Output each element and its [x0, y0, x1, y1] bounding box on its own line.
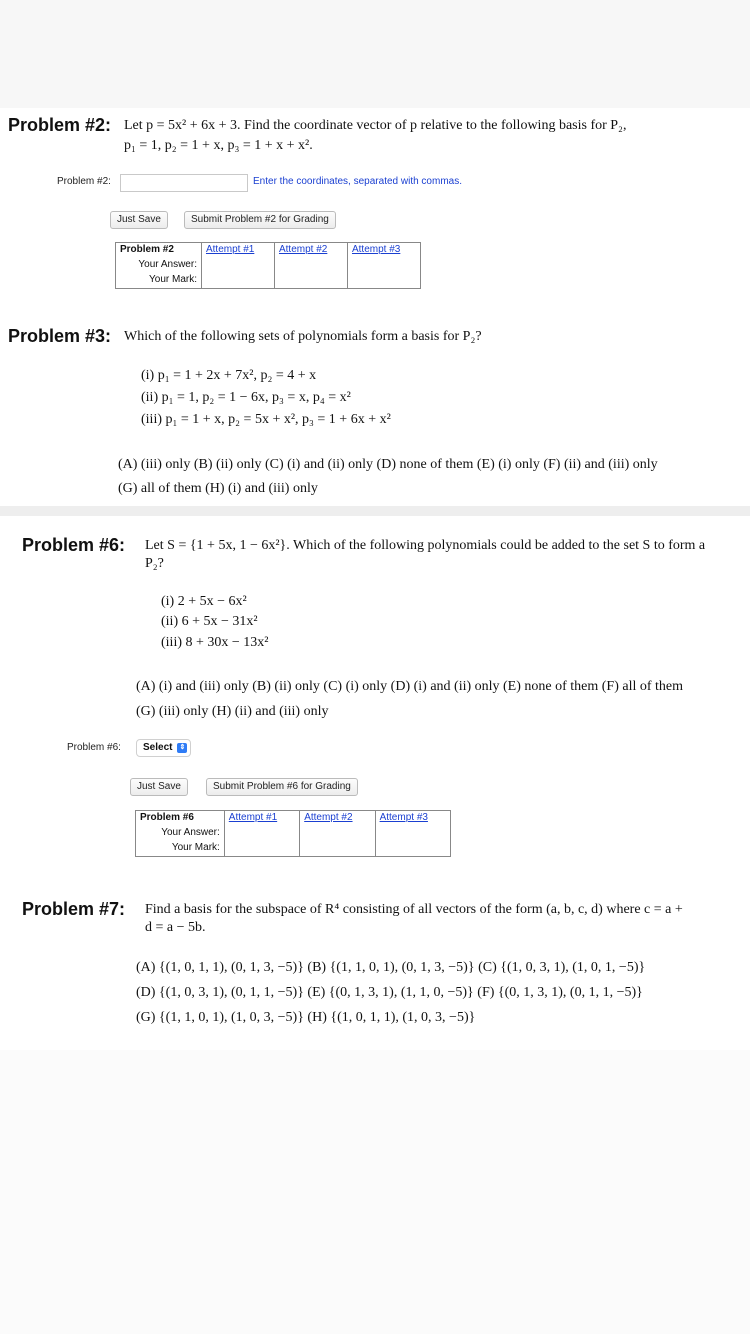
- problem-2-basis: p₁ = 1, p₂ = 1 + x, p₃ = 1 + x + x².: [124, 138, 313, 153]
- problem-6-submit-button[interactable]: Submit Problem #6 for Grading: [206, 778, 358, 796]
- problem-3-choices-line-1: (A) (iii) only (B) (ii) only (C) (i) and (ii) only (D) none of them (E) (i) only (F) (ii) and (iii) only: [118, 457, 658, 472]
- problem-6-just-save-button[interactable]: Just Save: [130, 778, 188, 796]
- problem-3-item-i: (i) p₁ = 1 + 2x + 7x², p₂ = 4 + x: [141, 368, 317, 383]
- problem-2-attempt-3-link[interactable]: Attempt #3: [351, 244, 401, 255]
- problem-3-item-ii: (ii) p₁ = 1, p₂ = 1 − 6x, p₃ = x, p₄ = x²: [141, 390, 351, 405]
- problem-3-statement: Which of the following sets of polynomials form a basis for P₂?: [124, 329, 482, 344]
- problem-7-choices-line-3: (G) {(1, 1, 0, 1), (1, 0, 3, −5)} (H) {(1, 0, 1, 1), (1, 0, 3, −5)}: [136, 1010, 476, 1025]
- problem-6-select-value: Select: [143, 742, 173, 753]
- problem-7-choices-line-2: (D) {(1, 0, 3, 1), (0, 1, 1, −5)} (E) {(0, 1, 3, 1), (1, 1, 0, −5)} (F) {(0, 1, 3, 1), (0, 1, 1, −5)}: [136, 985, 643, 1000]
- problem-2-table-header: Problem #2: [116, 243, 202, 259]
- problem-6-table-header: Problem #6: [136, 811, 225, 827]
- problem-6-attempts-table: [135, 810, 451, 857]
- problem-2-hint: Enter the coordinates, separated with commas.: [253, 176, 462, 187]
- problem-6-answer-label: Problem #6:: [67, 742, 121, 753]
- problem-2-attempts-table: [115, 242, 421, 289]
- problem-7-statement-cont: d = a − 5b.: [145, 920, 206, 935]
- problem-2-attempt-2-link[interactable]: Attempt #2: [278, 244, 328, 255]
- problem-6-section: [0, 516, 750, 1050]
- section-divider: [0, 506, 750, 516]
- problem-2-attempt-1-link[interactable]: Attempt #1: [205, 244, 255, 255]
- bottom-blank-area: [0, 1050, 750, 1334]
- problem-6-attempt-2-link[interactable]: Attempt #2: [304, 812, 353, 823]
- problem-2-title: Problem #2:: [8, 115, 112, 135]
- top-blank-area: [0, 0, 750, 108]
- problem-3-choices-line-2: (G) all of them (H) (i) and (iii) only: [118, 481, 318, 496]
- problem-6-your-answer-label: Your Answer:: [136, 826, 225, 841]
- problem-6-item-ii: (ii) 6 + 5x − 31x²: [161, 614, 258, 629]
- problem-7-title: Problem #7:: [22, 899, 126, 919]
- problem-7-choices-line-1: (A) {(1, 0, 1, 1), (0, 1, 3, −5)} (B) {(1, 1, 0, 1), (0, 1, 3, −5)} (C) {(1, 0, 3, 1), (1, 0, 1, −5)}: [136, 960, 646, 975]
- problem-6-your-mark-label: Your Mark:: [136, 841, 225, 857]
- problem-2-answer-label: Problem #2:: [57, 176, 111, 187]
- problem-6-item-i: (i) 2 + 5x − 6x²: [161, 594, 247, 609]
- problem-7-statement: Find a basis for the subspace of R⁴ consisting of all vectors of the form (a, b, c, d) where c = a +: [145, 902, 683, 917]
- problem-6-attempt-3-link[interactable]: Attempt #3: [379, 812, 428, 823]
- problem-6-title: Problem #6:: [22, 535, 126, 555]
- problem-2-your-answer-label: Your Answer:: [116, 258, 202, 273]
- problem-2-answer-input[interactable]: [120, 174, 248, 192]
- problem-6-choices-line-1: (A) (i) and (iii) only (B) (ii) only (C) (i) only (D) (i) and (ii) only (E) none of them (F) all of them: [136, 679, 684, 694]
- problem-2-just-save-button[interactable]: Just Save: [110, 211, 168, 229]
- problem-2-your-mark-label: Your Mark:: [116, 273, 202, 289]
- problem-2-submit-button[interactable]: Submit Problem #2 for Grading: [184, 211, 336, 229]
- problem-2-statement: Let p = 5x² + 6x + 3. Find the coordinate vector of p relative to the following basis for P₂,: [124, 118, 627, 133]
- problem-3-item-iii: (iii) p₁ = 1 + x, p₂ = 5x + x², p₃ = 1 + 6x + x²: [141, 412, 391, 427]
- problem-6-statement: Let S = {1 + 5x, 1 − 6x²}. Which of the following polynomials could be added to the set S to form a: [145, 538, 706, 553]
- problem-6-attempt-1-link[interactable]: Attempt #1: [228, 812, 278, 823]
- select-chevron-icon: ⇕: [177, 743, 187, 753]
- problem-6-answer-select[interactable]: [136, 739, 191, 757]
- problem-3-title: Problem #3:: [8, 326, 112, 346]
- problem-6-item-iii: (iii) 8 + 30x − 13x²: [161, 635, 269, 650]
- problem-6-choices-line-2: (G) (iii) only (H) (ii) and (iii) only: [136, 704, 329, 719]
- problem-2-section: [0, 108, 750, 504]
- problem-6-statement-cont: P₂?: [145, 556, 164, 571]
